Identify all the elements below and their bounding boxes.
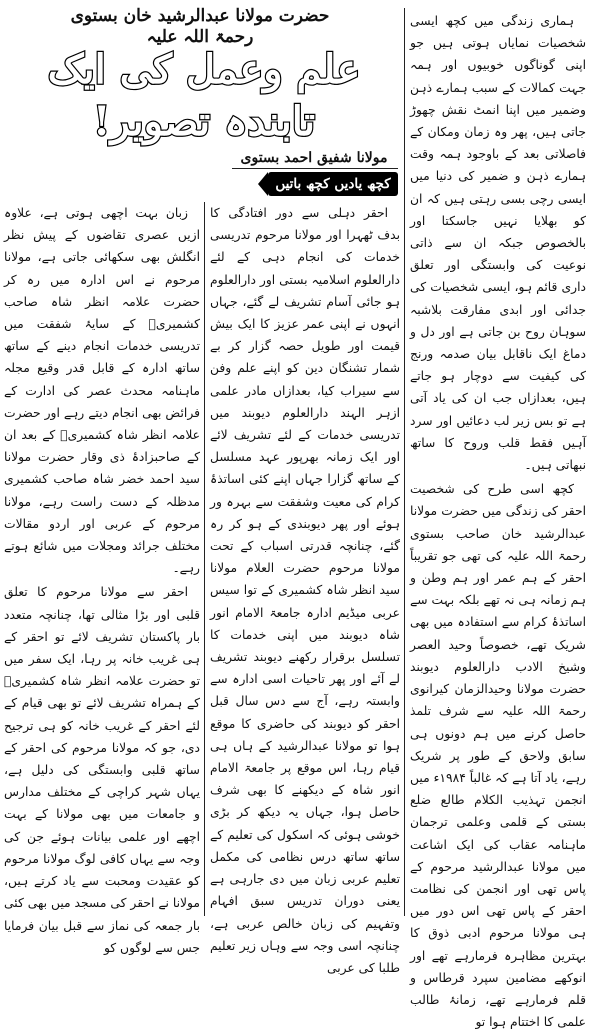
author-name: مولانا شفیق احمد بستوی [240,150,388,166]
paragraph: احقر سے مولانا مرحوم کا تعلق قلبی اور بڑا مثالی تھا، چنانچہ متعدد بار پاکستان تشریف لائے تو احقر کے ہی غریب خانہ پر رہا، ایک سفر میں تو حضرت علامہ انظر شاہ کشمیریؒ کے ہمراہ تشریف لائے تو بھی قیام کے لئے احقر کے غریب خانہ کو ہی ترجیح دی، جو کہ مولانا مرحوم کی احقر کے ساتھ قلبی وابستگی کی دلیل ہے، یہاں شہر کراچی کے مختلف مدارس و جامعات میں بھی مولانا کے بہت اچھے اور علمی بیانات ہوئے جن کی وجہ سے یہاں کافی لوگ مولانا مرحوم کو عقیدت ومحبت سے یاد کرتے ہیں، مولانا نے احقر کی مسجد میں بھی کئی بار جمعہ کی نماز سے قبل بیان فرمایا جس سے لوگوں کو [4,585,200,955]
paragraph: ہماری زندگی میں کچھ ایسی شخصیات نمایاں ہوتی ہیں جو اپنی گوناگوں خوبیوں اور ہمہ جہت کمالات کے سبب ہمارے ذہن وضمیر میں اپنا انمٹ نقش چھوڑ جاتی ہیں، پھر وہ زمان ومکان کے فاصلاتی بعد کے باوجود ہمہ وقت ہمارے ذہن و ضمیر کی دنیا میں ایسی رچی بسی رہتی ہیں کہ ان کو بھلایا نہیں جاسکتا اور بالخصوص جبکہ ان سے ذاتی نوعیت کی وابستگی اور تعلق داری قائم ہو، ایسی شخصیات کی جدائی اور ابدی مفارقت بلاشبہ سوہان روح بن جاتی ہے اور دل و دماغ ایک ناقابل بیان صدمہ ورنج کی کیفیت سے دوچار ہو جاتے ہیں، بعدازاں جب ان کی یاد آتی ہے تو بس زیر لب دعائیں اور سرد آہیں فقط قلب وروح کا ساتھ نبھاتی ہیں۔ [410,14,586,473]
paragraph: زبان بہت اچھی ہوتی ہے، علاوہ ازیں عصری تقاضوں کے پیش نظر انگلش بھی سکھائی جاتی ہے، مولانا مرحوم نے اس ادارہ میں رہ کر حضرت علامہ انظر شاہ صاحب کشمیریؒ کے سایۂ شفقت میں تدریسی خدمات انجام دینے کے ساتھ ساتھ ادارہ کے قابل قدر وقیع مجلہ ماہنامہ محدث عصر کی ادارت کے فرائض بھی انجام دیتے رہے اور حضرت علامہ انظر شاہ کشمیریؒ کے بعد ان کے صاحبزادۂ ذی وقار حضرت مولانا سید احمد خضر شاہ صاحب کشمیری مدظلہ کے دست راست رہے، مولانا مرحوم کے عربی اور اردو مقالات مختلف جرائد ومجلات میں شائع ہوتے رہے۔ [4,206,200,576]
author-rule [232,168,398,169]
headline: علم وعمل کی ایک تابندہ تصویر! [47,46,361,145]
column-divider-right [404,8,405,916]
column-right [410,10,586,1030]
column-left [4,202,200,955]
column-middle [210,202,400,975]
section-banner: کچھ یادیں کچھ باتیں [268,172,398,196]
paragraph: کچھ اسی طرح کی شخصیت احقر کی زندگی میں حضرت مولانا عبدالرشید خان صاحب بستوی رحمۃ اللہ علیہ کی تھی جو تقریباً احقر کے ہم عمر اور ہم وطن و ہم زمانہ ہی نہ تھے بلکہ بہت سے اساتذۂ کرام سے استفادہ میں بھی شریک تھے، خصوصاً وحید العصر وشیخ الادب دارالعلوم دیوبند حضرت مولانا وحیدالزمان کیرانوی رحمۃ اللہ علیہ سے شرف تلمذ حاصل کرنے میں ہم دونوں ہی سابق ولاحق کے طور پر شریک رہے، یاد آتا ہے کہ غالباً ۱۹۸۴ء میں انجمن تہذیب الکلام طالع ضلع بستی کے قلمی وعلمی ترجمان ماہنامہ عقاب کی ایک اشاعت میں مولانا عبدالرشید مرحوم کے پاس تھی اور انجمن کی نظامت احقر کے پاس تھی اس دور میں ہی مولانا مرحوم ادبی ذوق کا بہترین مظاہرہ فرمارہے تھے اور انوکھے مضامین سپرد قرطاس و قلم فرمارہے تھے، زمانۂ طالب علمی کا اختتام ہوا تو [410,482,586,1030]
paragraph: احقر دہلی سے دور افتادگی کا بدف ٹھہرا اور مولانا مرحوم تدریسی خدمات کی انجام دہی کے لئے دارالعلوم اسلامیہ بستی اور دارالعلوم ہو جائی آسام تشریف لے گئے، جہاں انہوں نے اپنی عمر عزیز کا ایک بیش قیمت اور طویل حصہ گزار کر بے شمار تشنگان دین کو اپنے علم وفن سے سیراب کیا، بعدازاں مادر علمی ازہر الہند دارالعلوم دیوبند میں تدریسی خدمات کے لئے تشریف لائے اور ایک زمانہ بھرپور عہد مسلسل کے ساتھ گزارا جہاں اپنے کئی اساتذۂ کرام کی معیت وشفقت سے بہرہ ور ہوئے اور پھر دیوبندی کے ہو کر رہ گئے، چنانچہ قدرتی اسباب کے تحت مولانا مرحوم حضرت العلام مولانا سید انظر شاہ کشمیری کے توا سیس عربی میڈیم ادارہ جامعۃ الامام انور شاہ دیوبند میں اپنی خدمات کا تسلسل برقرار رکھنے دیوبند تشریف لے آئے اور پھر تاحیات اسی ادارہ سے وابستہ رہے، آج سے دس سال قبل احقر کو دیوبند کی حاضری کا موقع ہوا تو مولانا عبدالرشید کے ہاں ہی قیام رہا، اس موقع پر جامعۃ الامام انور شاہ کے دیکھنے کا بھی شرف حاصل ہوا، جہاں یہ دیکھ کر بڑی خوشی ہوئی کہ اسکول کی تعلیم کے ساتھ ساتھ درس نظامی کی مکمل تعلیم عربی زبان میں دی جارہی ہے یعنی دوران تدریس سبق افہام وتفہیم کی زبان خالص عربی ہے، چنانچہ اسی وجہ سے وہاں زیر تعلیم طلبا کی عربی [210,206,400,975]
byline-top: حضرت مولانا عبدالرشید خان بستوی رحمۃ اللہ علیہ [70,6,330,47]
column-divider-left [204,202,205,916]
